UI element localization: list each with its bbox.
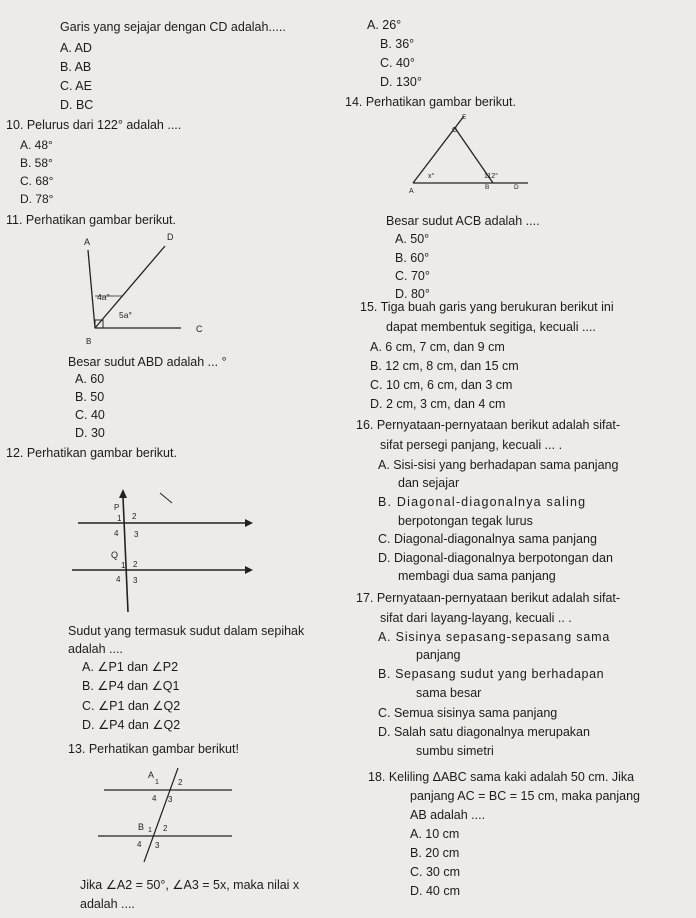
q13-label-b3: 3 [155, 841, 160, 850]
q11-label-d: D [167, 232, 174, 242]
q14-label-x: x° [428, 173, 435, 180]
q12-label-q4: 4 [116, 575, 121, 584]
q9-right-option-b: B. 36° [380, 37, 415, 51]
q18-stem-line2: panjang AC = BC = 15 cm, maka panjang [410, 789, 641, 803]
q11-question: Besar sudut ABD adalah ... ° [68, 355, 227, 369]
q18-option-a: A. 10 cm [410, 827, 460, 841]
q13-label-a3: 3 [168, 795, 173, 804]
q9-option-a: A. AD [60, 41, 92, 55]
q16-option-a-line2: dan sejajar [398, 476, 460, 490]
q17-stem-line2: sifat dari layang-layang, kecuali .. . [380, 611, 572, 625]
q17-option-b-line2: sama besar [416, 686, 482, 700]
q14-label-b: B [485, 184, 490, 191]
q18-option-d: D. 40 cm [410, 884, 461, 898]
q15-stem-line2: dapat membentuk segitiga, kecuali .... [386, 320, 596, 334]
q17-option-a-line2: panjang [416, 648, 461, 662]
q13-label-a2: 2 [178, 778, 183, 787]
q10-option-a: A. 48° [20, 138, 53, 152]
q12-option-b: B. ∠P4 dan ∠Q1 [82, 679, 180, 693]
q11-stem: 11. Perhatikan gambar berikut. [6, 213, 177, 227]
q14-question: Besar sudut ACB adalah .... [386, 214, 540, 228]
q10-option-d: D. 78° [20, 192, 54, 206]
q14-option-b: B. 60° [395, 251, 430, 265]
q13-label-b2: 2 [163, 824, 168, 833]
q13-stem: 13. Perhatikan gambar berikut! [68, 742, 239, 756]
q9-right-option-d: D. 130° [380, 75, 422, 89]
q16-option-b-line2: berpotongan tegak lurus [398, 514, 533, 528]
q13-label-a1: 1 [155, 779, 159, 786]
q9-right-option-c: C. 40° [380, 56, 415, 70]
q16-stem-line1: 16. Pernyataan-pernyataan berikut adalah sifat- [356, 418, 621, 432]
q13-question-line2: adalah .... [80, 897, 135, 911]
q16-option-d-line2: membagi dua sama panjang [398, 569, 556, 583]
q12-label-p: P [114, 503, 120, 512]
q18-stem-line1: 18. Keliling ΔABC sama kaki adalah 50 cm. Jika [368, 770, 635, 784]
q12-stem: 12. Perhatikan gambar berikut. [6, 446, 177, 460]
q13-label-a4: 4 [152, 794, 157, 803]
q17-stem-line1: 17. Pernyataan-pernyataan berikut adalah sifat- [356, 591, 621, 605]
q9-option-b: B. AB [60, 60, 92, 74]
q12-label-q2: 2 [133, 560, 138, 569]
q13-label-b4: 4 [137, 840, 142, 849]
q9-stem: Garis yang sejajar dengan CD adalah..... [60, 20, 286, 34]
q14-option-a: A. 50° [395, 232, 430, 246]
q17-option-a-line1: A. Sisinya sepasang-sepasang sama [378, 630, 611, 644]
q18-option-c: C. 30 cm [410, 865, 461, 879]
q14-label-a: A [409, 188, 414, 195]
q15-option-a: A. 6 cm, 7 cm, dan 9 cm [370, 340, 505, 354]
q12-label-p1: 1 [117, 514, 122, 523]
q15-option-c: C. 10 cm, 6 cm, dan 3 cm [370, 378, 513, 392]
q11-label-a: A [84, 237, 91, 247]
q14-label-c: C [452, 127, 458, 134]
q16-option-b-line1: B. Diagonal-diagonalnya saling [378, 495, 587, 509]
q12-option-d: D. ∠P4 dan ∠Q2 [82, 718, 181, 732]
q16-option-a-line1: A. Sisi-sisi yang berhadapan sama panjang [378, 458, 619, 472]
q14-label-e: E [462, 114, 467, 121]
q13-question-line1: Jika ∠A2 = 50°, ∠A3 = 5x, maka nilai x [80, 878, 300, 892]
q16-option-d-line1: D. Diagonal-diagonalnya berpotongan dan [378, 551, 613, 565]
q12-label-q: Q [111, 550, 119, 560]
q13-label-b1: 1 [148, 827, 152, 834]
q17-option-d-line1: D. Salah satu diagonalnya merupakan [378, 725, 590, 739]
q17-option-b-line1: B. Sepasang sudut yang berhadapan [378, 667, 605, 681]
q11-option-c: C. 40 [75, 408, 105, 422]
q11-option-d: D. 30 [75, 426, 105, 440]
q14-option-d: D. 80° [395, 287, 430, 301]
q15-option-b: B. 12 cm, 8 cm, dan 15 cm [370, 359, 519, 373]
q11-option-a: A. 60 [75, 372, 105, 386]
q14-stem: 14. Perhatikan gambar berikut. [345, 95, 516, 109]
q17-option-c-line1: C. Semua sisinya sama panjang [378, 706, 558, 720]
q10-stem: 10. Pelurus dari 122° adalah .... [6, 118, 182, 132]
q10-option-b: B. 58° [20, 156, 53, 170]
q15-stem-line1: 15. Tiga buah garis yang berukuran berikut ini [360, 300, 614, 314]
q16-option-c-line1: C. Diagonal-diagonalnya sama panjang [378, 532, 597, 546]
q18-option-b: B. 20 cm [410, 846, 460, 860]
q9-option-c: C. AE [60, 79, 92, 93]
q9-right-option-a: A. 26° [367, 18, 402, 32]
q11-label-5a: 5a° [119, 310, 132, 320]
q10-option-c: C. 68° [20, 174, 54, 188]
q14-label-112: 112° [484, 173, 498, 180]
q11-label-b: B [86, 337, 92, 346]
q13-label-b: B [138, 822, 145, 832]
q9-option-d: D. BC [60, 98, 94, 112]
q18-stem-line3: AB adalah .... [410, 808, 486, 822]
q13-label-a: A [148, 770, 155, 780]
q12-label-q1: 1 [121, 561, 126, 570]
q11-label-4a: 4a° [97, 292, 110, 302]
q14-option-c: C. 70° [395, 269, 430, 283]
q11-option-b: B. 50 [75, 390, 105, 404]
q12-option-c: C. ∠P1 dan ∠Q2 [82, 699, 181, 713]
q15-option-d: D. 2 cm, 3 cm, dan 4 cm [370, 397, 506, 411]
q12-question-line1: Sudut yang termasuk sudut dalam sepihak [68, 624, 305, 638]
q16-stem-line2: sifat persegi panjang, kecuali ... . [380, 438, 563, 452]
q12-option-a: A. ∠P1 dan ∠P2 [82, 660, 179, 674]
q12-label-p3: 3 [134, 530, 139, 539]
q17-option-d-line2: sumbu simetri [416, 744, 494, 758]
q11-label-c: C [196, 324, 203, 334]
q12-label-p2: 2 [132, 512, 137, 521]
q12-label-q3: 3 [133, 576, 138, 585]
q14-label-d: D [514, 184, 519, 191]
q12-label-p4: 4 [114, 529, 119, 538]
q12-question-line2: adalah .... [68, 642, 123, 656]
